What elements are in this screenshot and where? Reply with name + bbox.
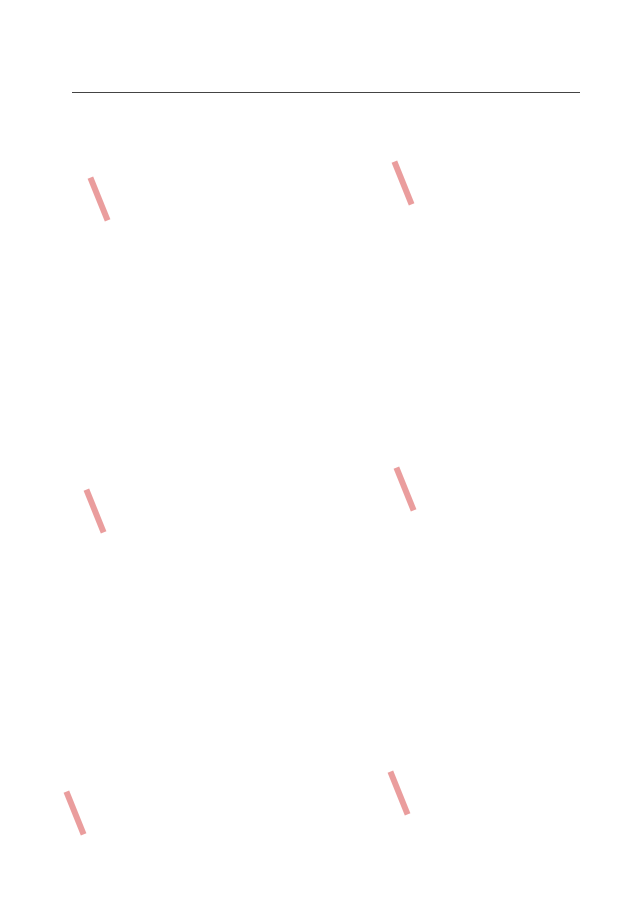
watermark-mark <box>394 467 417 512</box>
watermark-mark <box>84 489 107 534</box>
watermark-mark <box>88 177 111 222</box>
watermark-mark <box>388 771 411 816</box>
watermark-mark <box>64 791 87 836</box>
watermark-mark <box>392 161 415 206</box>
header-rule <box>72 92 580 93</box>
